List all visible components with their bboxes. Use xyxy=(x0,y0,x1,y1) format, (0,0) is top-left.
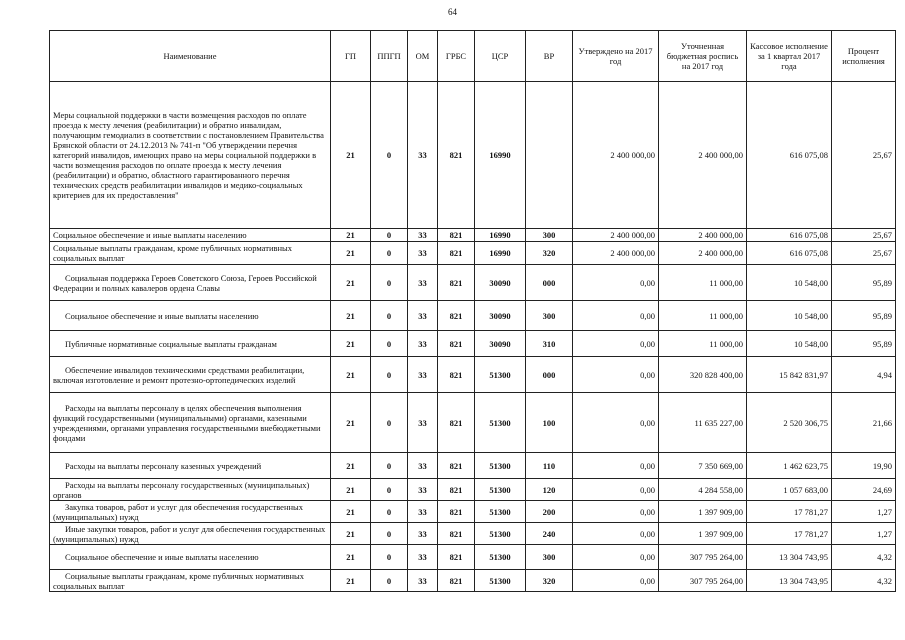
cell-cash: 13 304 743,95 xyxy=(747,570,832,592)
cell-name: Социальные выплаты гражданам, кроме публичных нормативных социальных выплат xyxy=(50,242,331,265)
header-name: Наименование xyxy=(50,31,331,82)
cell-name: Расходы на выплаты персоналу казенных учреждений xyxy=(50,453,331,479)
table-row xyxy=(50,523,896,545)
cell-grbs: 821 xyxy=(438,331,475,357)
cell-gp: 21 xyxy=(331,501,371,523)
cell-approved: 2 400 000,00 xyxy=(573,82,659,229)
cell-ppgp: 0 xyxy=(371,523,408,545)
cell-om: 33 xyxy=(408,453,438,479)
header-percent: Процент исполнения xyxy=(832,31,896,82)
cell-gp: 21 xyxy=(331,523,371,545)
cell-grbs: 821 xyxy=(438,357,475,393)
cell-name: Меры социальной поддержки в части возмещения расходов по оплате проезда к месту лечения (реабилитации) и обратно инвалидам, получающим гемодиализ в соответствии с постановлением Правительства Брянской области от 24.12.2013 № 741-п "Об утверждении перечня категорий инвалидов, имеющих право на меры социальной поддержки в части возмещения расходов по оплате проезда к месту лечения (реабилитации) и обратно, областного гарантированного перечня технических средств реабилитации инвалидов и медико-социальных критериев для их предоставления" xyxy=(50,82,331,229)
cell-vr: 200 xyxy=(526,501,573,523)
cell-om: 33 xyxy=(408,331,438,357)
cell-approved: 0,00 xyxy=(573,301,659,331)
cell-gp: 21 xyxy=(331,393,371,453)
cell-vr xyxy=(526,82,573,229)
cell-name: Социальное обеспечение и иные выплаты населению xyxy=(50,229,331,242)
cell-vr: 000 xyxy=(526,265,573,301)
cell-percent: 25,67 xyxy=(832,229,896,242)
cell-name: Социальные выплаты гражданам, кроме публичных нормативных социальных выплат xyxy=(50,570,331,592)
cell-om: 33 xyxy=(408,501,438,523)
cell-vr: 300 xyxy=(526,545,573,570)
cell-cash: 17 781,27 xyxy=(747,523,832,545)
cell-approved: 0,00 xyxy=(573,479,659,501)
table-row xyxy=(50,357,896,393)
cell-refined: 11 000,00 xyxy=(659,301,747,331)
header-refined: Уточненная бюджетная роспись на 2017 год xyxy=(659,31,747,82)
cell-approved: 0,00 xyxy=(573,501,659,523)
cell-gp: 21 xyxy=(331,301,371,331)
header-approved: Утверждено на 2017 год xyxy=(573,31,659,82)
cell-csr: 51300 xyxy=(475,523,526,545)
cell-name: Обеспечение инвалидов техническими средствами реабилитации, включая изготовление и ремонт протезно-ортопедических изделий xyxy=(50,357,331,393)
table-row xyxy=(50,545,896,570)
cell-csr: 16990 xyxy=(475,242,526,265)
cell-approved: 2 400 000,00 xyxy=(573,242,659,265)
cell-vr: 120 xyxy=(526,479,573,501)
cell-grbs: 821 xyxy=(438,301,475,331)
cell-refined: 307 795 264,00 xyxy=(659,570,747,592)
cell-percent: 1,27 xyxy=(832,523,896,545)
header-gp: ГП xyxy=(331,31,371,82)
cell-refined: 1 397 909,00 xyxy=(659,523,747,545)
cell-ppgp: 0 xyxy=(371,301,408,331)
table-row xyxy=(50,265,896,301)
table-row xyxy=(50,229,896,242)
header-vr: ВР xyxy=(526,31,573,82)
table-row xyxy=(50,453,896,479)
cell-om: 33 xyxy=(408,301,438,331)
cell-ppgp: 0 xyxy=(371,479,408,501)
cell-vr: 240 xyxy=(526,523,573,545)
cell-name: Расходы на выплаты персоналу в целях обеспечения выполнения функций государственными (муниципальными) органами, казенными учреждениями, органами управления государственными внебюджетными фондами xyxy=(50,393,331,453)
cell-csr: 30090 xyxy=(475,331,526,357)
cell-cash: 13 304 743,95 xyxy=(747,545,832,570)
cell-gp: 21 xyxy=(331,265,371,301)
table-row xyxy=(50,82,896,229)
table-row xyxy=(50,331,896,357)
cell-ppgp: 0 xyxy=(371,229,408,242)
cell-gp: 21 xyxy=(331,82,371,229)
cell-ppgp: 0 xyxy=(371,82,408,229)
cell-vr: 100 xyxy=(526,393,573,453)
cell-refined: 4 284 558,00 xyxy=(659,479,747,501)
header-row xyxy=(50,31,896,82)
cell-percent: 95,89 xyxy=(832,331,896,357)
cell-vr: 320 xyxy=(526,242,573,265)
cell-name: Социальное обеспечение и иные выплаты населению xyxy=(50,545,331,570)
cell-cash: 1 462 623,75 xyxy=(747,453,832,479)
cell-approved: 0,00 xyxy=(573,357,659,393)
cell-vr: 000 xyxy=(526,357,573,393)
cell-approved: 0,00 xyxy=(573,453,659,479)
cell-cash: 616 075,08 xyxy=(747,242,832,265)
header-grbs: ГРБС xyxy=(438,31,475,82)
cell-cash: 2 520 306,75 xyxy=(747,393,832,453)
header-csr: ЦСР xyxy=(475,31,526,82)
cell-percent: 1,27 xyxy=(832,501,896,523)
cell-grbs: 821 xyxy=(438,570,475,592)
cell-name: Иные закупки товаров, работ и услуг для обеспечения государственных (муниципальных) нужд xyxy=(50,523,331,545)
cell-om: 33 xyxy=(408,265,438,301)
cell-csr: 16990 xyxy=(475,229,526,242)
cell-ppgp: 0 xyxy=(371,357,408,393)
cell-cash: 616 075,08 xyxy=(747,82,832,229)
cell-cash: 10 548,00 xyxy=(747,265,832,301)
cell-percent: 19,90 xyxy=(832,453,896,479)
cell-csr: 30090 xyxy=(475,301,526,331)
cell-ppgp: 0 xyxy=(371,545,408,570)
cell-csr: 51300 xyxy=(475,479,526,501)
table-row xyxy=(50,301,896,331)
cell-gp: 21 xyxy=(331,357,371,393)
cell-csr: 30090 xyxy=(475,265,526,301)
cell-ppgp: 0 xyxy=(371,501,408,523)
cell-approved: 0,00 xyxy=(573,545,659,570)
cell-grbs: 821 xyxy=(438,501,475,523)
cell-refined: 2 400 000,00 xyxy=(659,242,747,265)
cell-ppgp: 0 xyxy=(371,265,408,301)
cell-vr: 310 xyxy=(526,331,573,357)
cell-vr: 110 xyxy=(526,453,573,479)
cell-om: 33 xyxy=(408,479,438,501)
cell-cash: 15 842 831,97 xyxy=(747,357,832,393)
cell-approved: 0,00 xyxy=(573,393,659,453)
cell-approved: 2 400 000,00 xyxy=(573,229,659,242)
cell-refined: 7 350 669,00 xyxy=(659,453,747,479)
cell-csr: 51300 xyxy=(475,545,526,570)
table-row xyxy=(50,479,896,501)
cell-grbs: 821 xyxy=(438,265,475,301)
cell-gp: 21 xyxy=(331,331,371,357)
cell-csr: 51300 xyxy=(475,570,526,592)
cell-om: 33 xyxy=(408,242,438,265)
cell-grbs: 821 xyxy=(438,523,475,545)
table-row xyxy=(50,242,896,265)
cell-approved: 0,00 xyxy=(573,523,659,545)
budget-table xyxy=(49,30,896,592)
cell-csr: 51300 xyxy=(475,393,526,453)
cell-cash: 10 548,00 xyxy=(747,301,832,331)
cell-percent: 95,89 xyxy=(832,265,896,301)
cell-csr: 16990 xyxy=(475,82,526,229)
cell-ppgp: 0 xyxy=(371,242,408,265)
cell-percent: 4,94 xyxy=(832,357,896,393)
cell-vr: 300 xyxy=(526,301,573,331)
cell-ppgp: 0 xyxy=(371,331,408,357)
cell-cash: 10 548,00 xyxy=(747,331,832,357)
cell-refined: 11 000,00 xyxy=(659,265,747,301)
cell-percent: 4,32 xyxy=(832,570,896,592)
cell-refined: 11 635 227,00 xyxy=(659,393,747,453)
cell-gp: 21 xyxy=(331,242,371,265)
cell-om: 33 xyxy=(408,229,438,242)
cell-grbs: 821 xyxy=(438,229,475,242)
cell-cash: 1 057 683,00 xyxy=(747,479,832,501)
cell-name: Закупка товаров, работ и услуг для обеспечения государственных (муниципальных) нужд xyxy=(50,501,331,523)
cell-name: Публичные нормативные социальные выплаты гражданам xyxy=(50,331,331,357)
cell-approved: 0,00 xyxy=(573,331,659,357)
header-ppgp: ППГП xyxy=(371,31,408,82)
cell-refined: 2 400 000,00 xyxy=(659,82,747,229)
cell-refined: 1 397 909,00 xyxy=(659,501,747,523)
cell-name: Социальная поддержка Героев Советского Союза, Героев Российской Федерации и полных кавалеров ордена Славы xyxy=(50,265,331,301)
cell-approved: 0,00 xyxy=(573,570,659,592)
cell-grbs: 821 xyxy=(438,545,475,570)
cell-grbs: 821 xyxy=(438,479,475,501)
cell-csr: 51300 xyxy=(475,357,526,393)
header-cash: Кассовое исполнение за 1 квартал 2017 года xyxy=(747,31,832,82)
cell-percent: 4,32 xyxy=(832,545,896,570)
cell-gp: 21 xyxy=(331,545,371,570)
cell-name: Социальное обеспечение и иные выплаты населению xyxy=(50,301,331,331)
cell-refined: 307 795 264,00 xyxy=(659,545,747,570)
cell-vr: 300 xyxy=(526,229,573,242)
table-row xyxy=(50,393,896,453)
cell-gp: 21 xyxy=(331,229,371,242)
cell-name: Расходы на выплаты персоналу государственных (муниципальных) органов xyxy=(50,479,331,501)
cell-cash: 616 075,08 xyxy=(747,229,832,242)
table-row xyxy=(50,501,896,523)
cell-gp: 21 xyxy=(331,570,371,592)
cell-refined: 320 828 400,00 xyxy=(659,357,747,393)
cell-vr: 320 xyxy=(526,570,573,592)
page-number: 64 xyxy=(448,7,457,17)
cell-grbs: 821 xyxy=(438,82,475,229)
cell-csr: 51300 xyxy=(475,501,526,523)
cell-om: 33 xyxy=(408,545,438,570)
cell-percent: 25,67 xyxy=(832,242,896,265)
header-om: ОМ xyxy=(408,31,438,82)
cell-ppgp: 0 xyxy=(371,453,408,479)
cell-ppgp: 0 xyxy=(371,570,408,592)
cell-gp: 21 xyxy=(331,453,371,479)
cell-percent: 21,66 xyxy=(832,393,896,453)
cell-percent: 95,89 xyxy=(832,301,896,331)
cell-grbs: 821 xyxy=(438,453,475,479)
cell-om: 33 xyxy=(408,82,438,229)
cell-gp: 21 xyxy=(331,479,371,501)
cell-cash: 17 781,27 xyxy=(747,501,832,523)
cell-csr: 51300 xyxy=(475,453,526,479)
cell-approved: 0,00 xyxy=(573,265,659,301)
cell-refined: 11 000,00 xyxy=(659,331,747,357)
cell-om: 33 xyxy=(408,570,438,592)
table-row xyxy=(50,570,896,592)
cell-om: 33 xyxy=(408,357,438,393)
cell-refined: 2 400 000,00 xyxy=(659,229,747,242)
cell-grbs: 821 xyxy=(438,393,475,453)
cell-grbs: 821 xyxy=(438,242,475,265)
cell-percent: 24,69 xyxy=(832,479,896,501)
cell-ppgp: 0 xyxy=(371,393,408,453)
cell-percent: 25,67 xyxy=(832,82,896,229)
cell-om: 33 xyxy=(408,523,438,545)
cell-om: 33 xyxy=(408,393,438,453)
